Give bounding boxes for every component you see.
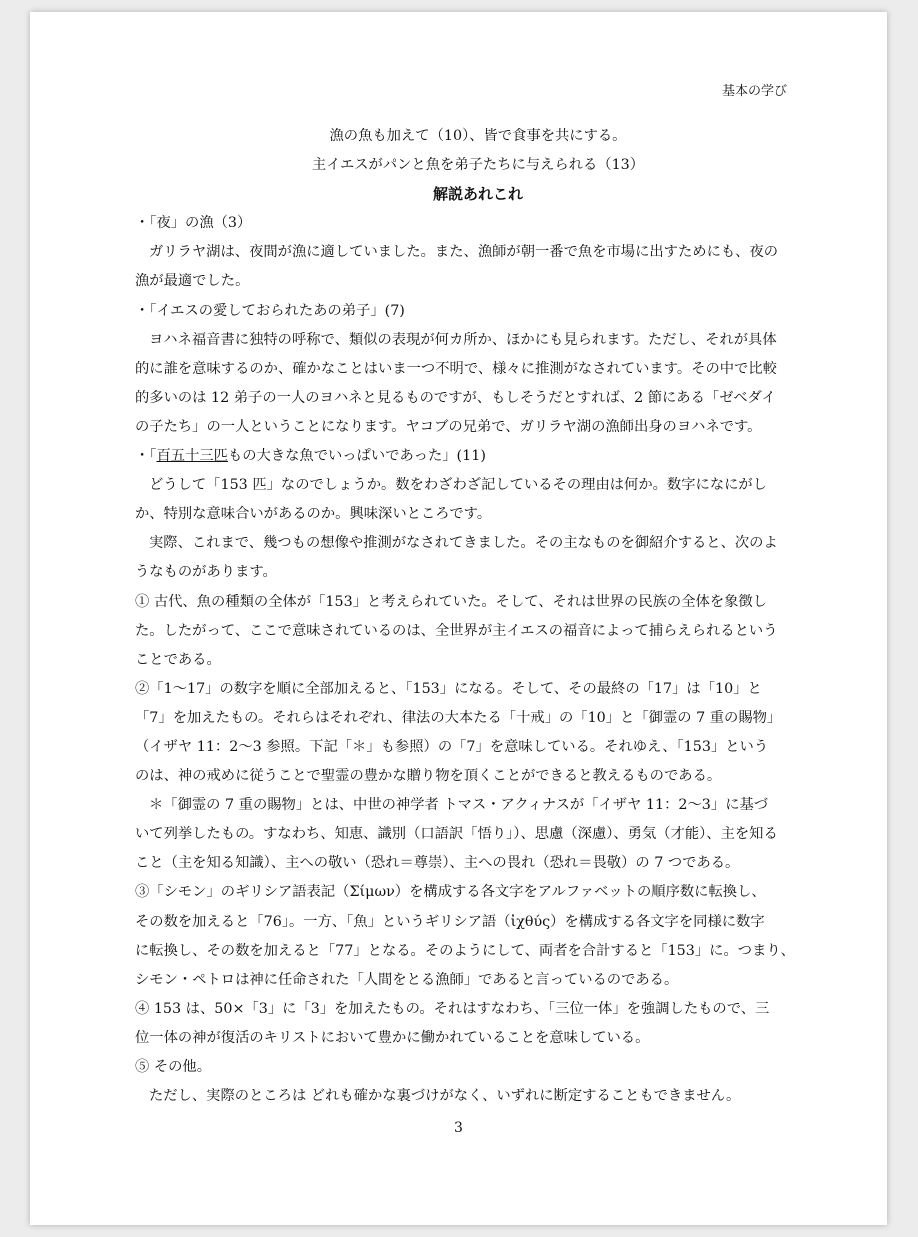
running-header: 基本の学び [721, 84, 787, 99]
text-line: ヨハネ福音書に独特の呼称で、類似の表現が何カ所か、ほかにも見られます。ただし、それが具体 [149, 331, 777, 348]
section-heading: 解説あれこれ [432, 185, 523, 204]
text-line: 漁が最適でした。 [135, 273, 250, 290]
page-number: 3 [454, 1120, 463, 1136]
text-line: に転換し、その数を加えると「77」となる。そのようにして、両者を合計すると「153」に。つまり、 [135, 942, 795, 959]
text-line: 的に誰を意味するのか、確かなことはいま一つ不明で、様々に推測がなされています。その中で比較 [135, 360, 777, 377]
text-line: ②「1〜17」の数字を順に全部加えると、「153」になる。そして、その最終の「17」は「10」と [135, 680, 762, 697]
text-line: 位一体の神が復活のキリストにおいて豊かに働かれていることを意味している。 [135, 1029, 650, 1046]
text-line: ガリラヤ湖は、夜間が漁に適していました。また、漁師が朝一番で魚を市場に出すためにも、夜の [149, 244, 779, 261]
text-line: ただし、実際のところは どれも確かな裏づけがなく、いずれに断定することもできません。 [149, 1088, 741, 1105]
text-line: の子たち」の一人ということになります。ヤコブの兄弟で、ガリラヤ湖の漁師出身のヨハネです。 [135, 418, 762, 435]
text-line: ＊「御霊の 7 重の賜物」とは、中世の神学者 トマス・アクィナスが「イザヤ 11：2〜3」に基づ [149, 797, 769, 814]
text-line: のは、神の戒めに従うことで聖霊の豊かな贈り物を頂くことができると教えるものである。 [135, 768, 722, 785]
text-line: いて列挙したもの。すなわち、知恵、識別（口語訳「悟り」）、思慮（深慮）、勇気（才能）、主を知る [135, 826, 778, 843]
text-line: 主イエスがパンと魚を弟子たちに与えられる（13） [311, 157, 645, 174]
text-line: 的多いのは 12 弟子の一人のヨハネと見るものですが、もしそうだとすれば、2 節にある「ゼベダイ [135, 389, 776, 406]
underlined-text: 百五十三匹 [156, 448, 228, 465]
text-line: うなものがあります。 [135, 564, 277, 581]
body-text [135, 122, 821, 1111]
text-line: ・「イエスの愛しておられたあの弟子」(7) [135, 302, 405, 319]
text-line: 漁の魚も加えて（10）、皆で食事を共にする。 [329, 128, 627, 144]
text-line: た。したがって、ここで意味されているのは、全世界が主イエスの福音によって捕らえられるという [135, 622, 778, 639]
text-line: その数を加えると「76」。一方、「魚」というギリシア語（ἰχθύς）を構成する各文字を同様に数字 [135, 913, 765, 930]
text-line: 実際、これまで、幾つもの想像や推測がなされてきました。その主なものを御紹介すると、次のよ [149, 535, 778, 552]
text-line: どうして「153 匹」なのでしょうか。数をわざわざ記しているその理由は何か。数字になにがし [149, 477, 768, 494]
text-line: こと（主を知る知識）、主への敬い（恐れ＝尊崇）、主への畏れ（恐れ＝畏敬）の 7 つである。 [135, 855, 740, 872]
text-line: ・「夜」の漁（3） [135, 215, 252, 232]
text-line: ③「シモン」のギリシア語表記（Σίμων）を構成する各文字をアルファベットの順序数に転換し、 [135, 884, 766, 901]
text-line: ④ 153 は、50×「3」に「3」を加えたもの。それはすなわち、「三位一体」を強調したもので、三 [135, 1000, 770, 1017]
text-line: 「7」を加えたもの。それらはそれぞれ、律法の大本たる「十戒」の「10」と「御霊の 7 重の賜物」 [135, 709, 782, 726]
text-line: （イザヤ 11：2〜3 参照。下記「＊」も参照）の「7」を意味している。それゆえ、「153」という [135, 738, 769, 755]
text-line: ・「百五十三匹もの大きな魚でいっぱいであった」(11) [135, 448, 486, 465]
text-line: シモン・ペトロは神に任命された「人間をとる漁師」であると言っているのである。 [135, 971, 679, 988]
text-line: ① 古代、魚の種類の全体が「153」と考えられていた。そして、それは世界の民族の全体を象徴し [135, 593, 768, 610]
document-page [30, 12, 887, 1225]
text-line: か、特別な意味合いがあるのか。興味深いところです。 [135, 506, 492, 523]
text-line: ⑤ その他。 [135, 1059, 212, 1075]
text-line: ことである。 [135, 651, 221, 668]
